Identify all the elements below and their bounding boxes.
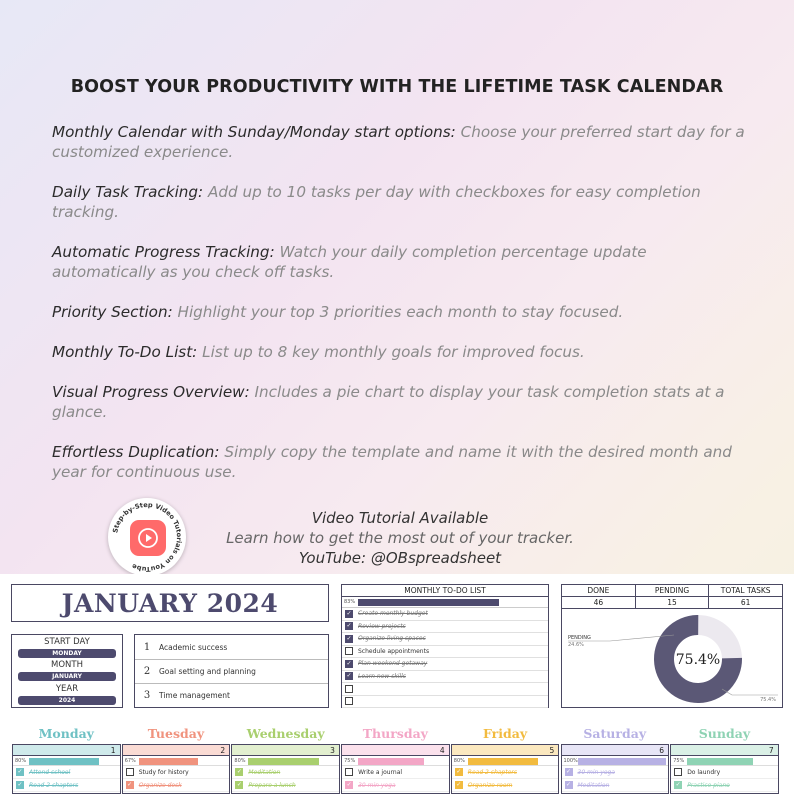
day-progress [562,756,669,766]
day-column [341,744,450,794]
day-progress [671,756,778,766]
day-task [562,779,669,792]
day-progress-bar [468,758,538,765]
feature-title: Visual Progress Overview: [52,383,250,401]
todo-item [342,633,548,646]
month-select[interactable]: JANUARY [18,672,116,681]
todo-title: MONTHLY TO-DO LIST [342,585,548,597]
day-task [671,766,778,779]
stat-header-done: DONE [562,585,636,596]
monthly-todo-box [341,584,549,708]
page-headline: BOOST YOUR PRODUCTIVITY WITH THE LIFETIME TASK CALENDAR [70,77,724,97]
donut-center-label: 75.4% [675,652,721,668]
todo-checkbox[interactable] [345,610,353,618]
feature-body: Choose your preferred start day for a customized experience. [52,123,745,161]
feature-item [52,182,752,222]
feature-title: Automatic Progress Tracking: [52,243,275,261]
stat-value-total: 61 [740,598,751,607]
day-column [122,744,231,794]
day-progress-label: 80% [453,758,465,764]
task-checkbox[interactable] [16,768,24,776]
task-text[interactable]: 30 min yoga [358,781,396,789]
priority-text[interactable]: Academic success [159,642,228,652]
day-name: Friday [483,726,528,741]
month-title-box [11,584,329,622]
stat-value-pending: 15 [636,597,710,608]
task-checkbox[interactable] [16,781,24,789]
calendar-sheet-preview [0,574,794,794]
day-task [13,766,120,779]
task-text[interactable]: Organize room [467,781,513,789]
priority-number: 3 [143,689,151,701]
todo-item [342,608,548,621]
start-day-select[interactable]: MONDAY [18,649,116,658]
done-percent: 75.4% [760,697,776,703]
day-name: Tuesday [147,726,205,741]
day-progress-bar [29,758,99,765]
task-checkbox[interactable] [565,768,573,776]
task-checkbox[interactable] [126,768,134,776]
task-text[interactable]: Do laundry [687,768,721,776]
day-progress-bar [578,758,666,765]
task-checkbox[interactable] [345,768,353,776]
feature-body: Includes a pie chart to display your task completion stats at a glance. [52,383,725,421]
feature-body: Watch your daily completion percentage update automatically as you check off tasks. [52,243,647,281]
year-label: YEAR [55,684,79,694]
feature-item [52,242,752,282]
day-progress-bar [139,758,198,765]
day-task [123,779,230,792]
day-progress [232,756,339,766]
day-task [232,779,339,792]
task-checkbox[interactable] [455,768,463,776]
task-checkbox[interactable] [565,781,573,789]
priority-number: 1 [143,641,151,653]
day-progress [342,756,449,766]
feature-body: Add up to 10 tasks per day with checkboxes for easy completion tracking. [52,183,701,221]
priority-row [135,635,328,659]
month-title: JANUARY 2024 [61,588,279,618]
day-column [561,744,670,794]
task-checkbox[interactable] [455,781,463,789]
todo-checkbox[interactable] [345,672,353,680]
settings-box [11,634,123,708]
day-date: 5 [452,745,559,756]
todo-item [342,671,548,684]
task-text[interactable]: Practice piano [687,781,730,789]
day-progress-bar [358,758,424,765]
task-checkbox[interactable] [345,781,353,789]
day-progress-label: 100% [563,758,578,764]
day-task [232,766,339,779]
todo-checkbox[interactable] [345,647,353,655]
youtube-badge [108,498,186,576]
day-progress [13,756,120,766]
day-task [123,766,230,779]
year-select[interactable]: 2024 [18,696,116,705]
day-column [231,744,340,794]
youtube-play-icon [130,520,166,556]
todo-item [342,683,548,696]
day-name: Saturday [583,726,647,741]
todo-text[interactable]: Learn new skills [358,672,406,680]
feature-item [52,122,752,162]
todo-text[interactable]: Create monthly budget [358,610,428,618]
done-leader-line [722,689,778,695]
start-day-label: START DAY [44,637,90,647]
feature-body: List up to 8 key monthly goals for improved focus. [197,343,585,361]
task-text[interactable]: Meditation [577,781,610,789]
pending-label: PENDING [568,635,591,641]
completion-donut-chart [562,609,784,709]
task-text[interactable]: Study for history [138,768,189,776]
priority-text[interactable]: Time management [159,690,230,700]
todo-checkbox[interactable] [345,660,353,668]
task-text[interactable]: Read 2 chapters [29,781,79,789]
day-name: Sunday [698,726,751,741]
todo-text[interactable]: Schedule appointments [358,647,430,655]
task-checkbox[interactable] [674,781,682,789]
day-progress-bar [687,758,753,765]
day-task [562,766,669,779]
priority-number: 2 [143,665,151,677]
day-name: Thursday [362,726,428,741]
feature-title: Monthly To-Do List: [52,343,198,361]
todo-progress [342,597,548,608]
stat-header-total: TOTAL TASKS [720,586,771,595]
day-progress-label: 75% [344,758,356,764]
day-task [452,766,559,779]
task-text[interactable]: Read 2 chapters [467,768,517,776]
day-task [671,779,778,792]
month-label: MONTH [51,660,83,670]
day-date: 3 [232,745,339,756]
day-task [452,779,559,792]
task-text[interactable]: Organize desk [138,781,182,789]
feature-item [52,382,752,422]
tutorial-subtitle: Learn how to get the most out of your tracker. [226,529,574,547]
tutorial-info [190,508,610,568]
todo-checkbox[interactable] [345,622,353,630]
day-progress [123,756,230,766]
task-text[interactable]: Prepare a lunch [248,781,296,789]
feature-item [52,342,752,362]
day-progress-label: 80% [15,758,27,764]
day-task [342,779,449,792]
todo-item [342,696,548,709]
todo-text[interactable]: Organize living spaces [358,635,426,643]
task-checkbox[interactable] [126,781,134,789]
feature-body: Highlight your top 3 priorities each month to stay focused. [172,303,624,321]
day-date: 7 [671,745,778,756]
day-date: 2 [123,745,230,756]
priority-row [135,683,328,707]
svg-text:Step-by-Step Video Tutorials o: Step-by-Step Video Tutorials on YouTube [111,500,184,574]
pending-percent: 24.6% [568,642,584,648]
todo-item [342,621,548,634]
day-progress-label: 67% [124,758,136,764]
priority-row [135,659,328,683]
task-text[interactable]: Write a journal [358,768,403,776]
day-date: 4 [342,745,449,756]
day-column [670,744,779,794]
todo-checkbox[interactable] [345,685,353,693]
todo-text[interactable]: Plan weekend getaway [358,660,428,668]
task-checkbox[interactable] [674,768,682,776]
day-name: Wednesday [246,726,325,741]
feature-title: Priority Section: [52,303,173,321]
priority-text[interactable]: Goal setting and planning [159,666,256,676]
priority-box [134,634,329,708]
day-column [12,744,121,794]
todo-checkbox[interactable] [345,697,353,705]
tutorial-youtube: YouTube: @OBspreadsheet [298,549,502,567]
day-name: Monday [38,726,94,741]
day-progress-bar [248,758,318,765]
task-checkbox[interactable] [235,781,243,789]
todo-text[interactable]: Review projects [358,622,406,630]
task-text[interactable]: Meditation [248,768,281,776]
day-task [13,779,120,792]
todo-progress-label: 83% [344,599,356,605]
day-progress [452,756,559,766]
todo-item [342,646,548,659]
task-checkbox[interactable] [235,768,243,776]
feature-body: Simply copy the template and name it with the desired month and year for continuous use. [52,443,732,481]
feature-title: Effortless Duplication: [52,443,220,461]
stat-header-pending: PENDING [636,585,710,596]
stats-box [561,584,783,708]
todo-checkbox[interactable] [345,635,353,643]
day-column [451,744,560,794]
feature-list [52,122,752,502]
todo-item [342,658,548,671]
task-text[interactable]: 30 min yoga [577,768,615,776]
day-progress-label: 80% [234,758,246,764]
day-date: 1 [13,745,120,756]
feature-title: Monthly Calendar with Sunday/Monday start options: [52,123,456,141]
feature-item [52,442,752,482]
day-date: 6 [562,745,669,756]
stat-value-done: 46 [562,597,636,608]
day-progress-label: 75% [673,758,685,764]
day-task [342,766,449,779]
feature-item [52,302,752,322]
todo-progress-bar [358,599,499,606]
feature-title: Daily Task Tracking: [52,183,204,201]
tutorial-title: Video Tutorial Available [311,509,489,527]
task-text[interactable]: Attend school [29,768,71,776]
